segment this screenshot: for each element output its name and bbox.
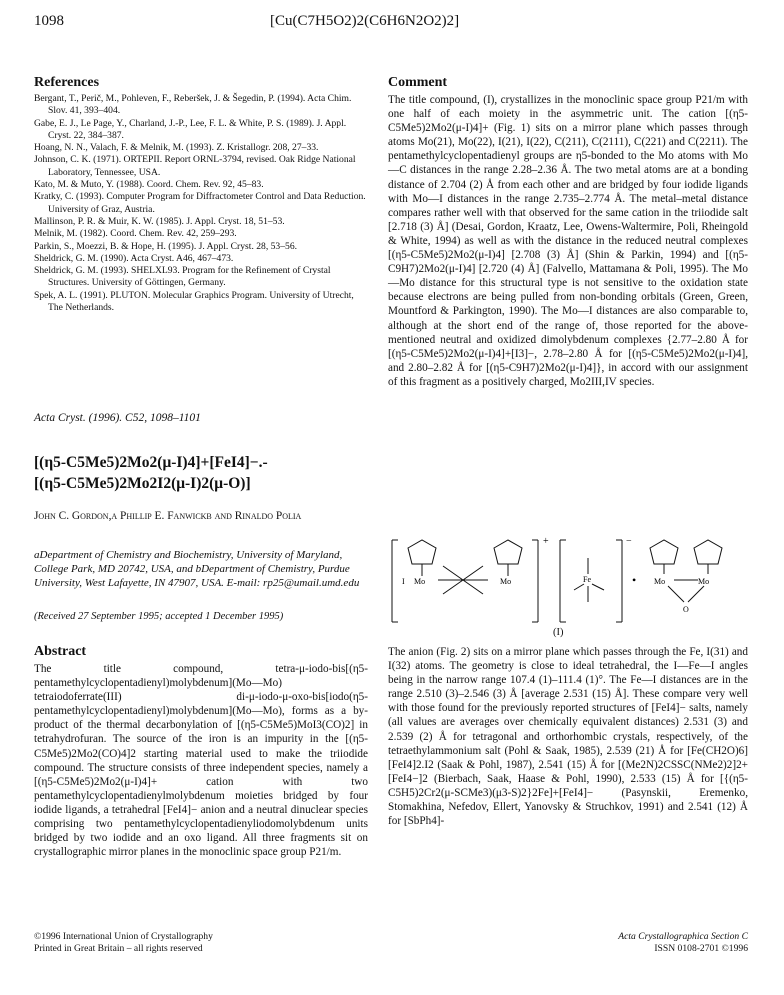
anion-right-bracket — [616, 540, 622, 622]
authors: John C. Gordon,a Phillip E. Fanwickb and Rinaldo Polia — [34, 510, 302, 522]
printed-line: Printed in Great Britain – all rights reserved — [34, 943, 203, 954]
reference-item: Sheldrick, G. M. (1993). SHELXL93. Program for the Refinement of Crystal Structures. University of Göttingen, Germany. — [34, 265, 331, 289]
reference-item: Spek, A. L. (1991). PLUTON. Molecular Graphics Program. University of Utrecht, The Netherlands. — [34, 289, 354, 314]
reference-item: Hoang, N. N., Valach, F. & Melnik, M. (1993). Z. Kristallogr. 208, 27–33. — [34, 142, 319, 154]
journal-footer — [584, 931, 748, 955]
comment-paragraph-1: The title compound, (I), crystallizes in the monoclinic space group P21/m with one half of each moiety in the asymmetric unit. The cation [(η5-C5Me5)2Mo2(μ-I)4]+ (Fig. 1) sits on a mirror plane which passes through atoms Mo(21), Mo(22), I(21), I(22), C(211), C(2111), C(221) and C(2211). The pentamethylcyclopentadienyl groups are η5-bonded to the Mo atoms with Mo—C distances in the range 2.28–2.36 Å. The two metal atoms are at a bonding distance of 2.704 (2) Å from each other and are bridged by four iodide ligands with Mo—I distances in the range 2.735–2.774 Å. The metal–metal distance compares rather well with that observed for the same cation in the triiodide salt [2.718 (3) Å] (Desai, Gordon, Kraatz, Lee, Owens-Waltermire, Poli, Rheingold & White, 1994) as well as with the distance in the reduced neutral complexes [(η5-C5Me5)2Mo2(μ-I)4] [2.708 (3) Å] (Shin & Parkin, 1994) and [(η5-C9H7)2Mo2(μ-I)4] [2.720 (4) Å] (Falvello, Mattamana & Poli, 1995). The Mo—Mo distance for this structural type is not sensitive to the oxidation state because electrons are being pulled from non-bonding orbitals (Green, Green, Mountford & Parkington, 1990). The Mo—I distances are also comparable to, although at the short end of the range of, those reported for the above-mentioned neutral and oxidized dimolybdenum complexes {2.77–2.80 Å for [(η5-C5Me5)2Mo2(μ-I)4]+[I3]−, 2.78–2.80 Å for [(η5-C5Me5)2Mo2(μ-I)4], and 2.80–2.82 Å for [(η5-C9H7)2Mo2(μ-I)4]}, in accord with our assignment of this fragment as a positively charged, Mo2III,IV species. — [388, 94, 748, 388]
comment-continuation — [388, 645, 748, 828]
abstract-heading: Abstract — [34, 644, 87, 659]
reference-item: Kratky, C. (1993). Computer Program for Diffractometer Control and Data Reduction. University of Graz, Austria. — [34, 191, 366, 215]
cp-ring-right — [494, 540, 522, 564]
bullet-separator: • — [632, 573, 637, 587]
chemical-scheme — [388, 530, 748, 635]
copyright-line: ©1996 International Union of Crystallography — [34, 931, 213, 942]
mo-label-3: Mo — [654, 577, 666, 586]
reference-item: Parkin, S., Moezzi, B. & Hope, H. (1995). J. Appl. Cryst. 28, 53–56. — [34, 240, 298, 252]
reference-item: Mallinson, P. R. & Muir, K. W. (1985). J. Appl. Cryst. 18, 51–53. — [34, 215, 285, 227]
mo-label-1: Mo — [414, 577, 426, 586]
fe-label: Fe — [583, 575, 591, 584]
abstract-section — [34, 644, 368, 859]
mo-label-2: Mo — [500, 577, 512, 586]
cp-ring-neutral-left — [650, 540, 678, 564]
title-line-1: [(η5-C5Me5)2Mo2(μ-I)4]+[FeI4]−.- — [34, 454, 268, 471]
copyright-notice — [34, 931, 213, 955]
reference-item: Melnik, M. (1982). Coord. Chem. Rev. 42, 259–293. — [34, 228, 237, 240]
cation-structure — [392, 540, 722, 622]
left-bracket — [392, 540, 398, 622]
comment-section — [388, 75, 748, 389]
right-bracket — [532, 540, 538, 622]
issn: ISSN 0108-2701 ©1996 — [654, 943, 748, 954]
reference-item: Kato, M. & Muto, Y. (1988). Coord. Chem. Rev. 92, 45–83. — [34, 179, 264, 191]
compound-number: (I) — [553, 627, 564, 638]
comment-paragraph-2: The anion (Fig. 2) sits on a mirror plane which passes through the Fe, I(31) and I(32) atoms. The geometry is close to ideal tetrahedral, the I—Fe—I angles being in the narrow range 107.4 (1)–111.4 (1)°. The Fe—I distances are in the range 2.510 (3)–2.546 (3) Å [average 2.531 (15) Å]. These compare very well with those found for the previously reported structures of [FeI4]− salts, namely (all values are averages over chemically equivalent distances) 2.531 (3) and 2.539 (2) Å for tetragonal and orthorhombic crystals, respectively, of the tetraethylammonium salt (Pohl & Saak, 1985), 2.539 (21) Å for [Fe(CH2O)6][FeI4]2.I2 (Saak & Pohl, 1987), 2.541 (15) Å for [(Me2N)2CSSC(NMe2)2]2+[FeI4−]2 (Bierbach, Saak, Haase & Pohl, 1990), 2.533 (15) Å for [{(η5-C5H5)2Cr2(μ-SCMe3)(μ3-S)2}2Fe]+[FeI4]− (Pasynskii, Eremenko, Stomakhina, Nefedov, Ellert, Yanovsky & Struchkov, 1991) and 2.541 (12) Å for [SbPh4]- — [388, 646, 748, 828]
cp-ring-left — [408, 540, 436, 564]
running-head: [Cu(C7H5O2)2(C6H6N2O2)2] — [270, 13, 460, 29]
iodide-label: I — [402, 577, 405, 586]
references-heading: References — [34, 75, 100, 90]
title-line-2: [(η5-C5Me5)2Mo2I2(μ-I)2(μ-O)] — [34, 475, 251, 492]
article-citation: Acta Cryst. (1996). C52, 1098–1101 — [34, 412, 201, 424]
reference-item: Sheldrick, G. M. (1990). Acta Cryst. A46, 467–473. — [34, 252, 234, 264]
received-dates: (Received 27 September 1995; accepted 1 December 1995) — [34, 611, 284, 622]
cation-charge: + — [543, 536, 549, 547]
reference-item: Bergant, T., Perič, M., Pohleven, F., Reberšek, J. & Šegedin, P. (1994). Acta Chim. Slov. 41, 393–404. — [34, 93, 352, 117]
mo-label-4: Mo — [698, 577, 710, 586]
cp-ring-neutral-right — [694, 540, 722, 564]
abstract-text: The title compound, tetra-μ-iodo-bis[(η5-pentamethylcyclopentadienyl)molybdenum](Mo—Mo) tetraiodoferrate(III) di-μ-iodo-μ-oxo-bis[iodo(η5-pentamethylcyclopentadienyl)molybdenum](Mo—Mo), forms as a by-product of the thermal decarbonylation of [(η5-C5Me5)MoI3(CO)2] in tetrahydrofuran. The source of the iron is an impurity in the [(η5-C5Me5)2Mo2(CO)4]2 starting material used to make the triiodide compound. The structure consists of three independent species, namely a [(η5-C5Me5)2Mo2(μ-I)4]+ cation with two pentamethylcyclopentadienylmolybdenum moieties bridged by four iodide ligands, a tetrahedral [FeI4]− anion and a neutral dinuclear species comprising two pentamethylcyclopentadienyliodomolybdenum units bridged by two iodide and an oxo ligand. All three fragments sit on crystallographic mirror planes in the monoclinic space group P21/m. — [34, 663, 368, 859]
affiliation: aDepartment of Chemistry and Biochemistry, University of Maryland, College Park, MD 20742, USA, and bDepartment of Chemistry, Purdue University, West Lafayette, IN 47907, USA. E-mail: rp25@umail.umd.edu — [34, 549, 360, 589]
anion-charge: − — [626, 536, 632, 547]
article-title — [34, 452, 368, 494]
anion-left-bracket — [560, 540, 566, 622]
page-number: 1098 — [34, 13, 64, 29]
references-section — [34, 75, 368, 314]
references-list — [34, 93, 368, 314]
reference-item: Gabe, E. J., Le Page, Y., Charland, J.-P., Lee, F. L. & White, P. S. (1989). J. Appl. Cryst. 22, 384–387. — [34, 117, 347, 141]
journal-name: Acta Crystallographica Section C — [618, 931, 748, 942]
oxo-label: O — [683, 605, 689, 614]
comment-heading: Comment — [388, 75, 448, 90]
reference-item: Johnson, C. K. (1971). ORTEPII. Report ORNL-3794, revised. Oak Ridge National Laboratory, Tennessee, USA. — [34, 154, 356, 178]
